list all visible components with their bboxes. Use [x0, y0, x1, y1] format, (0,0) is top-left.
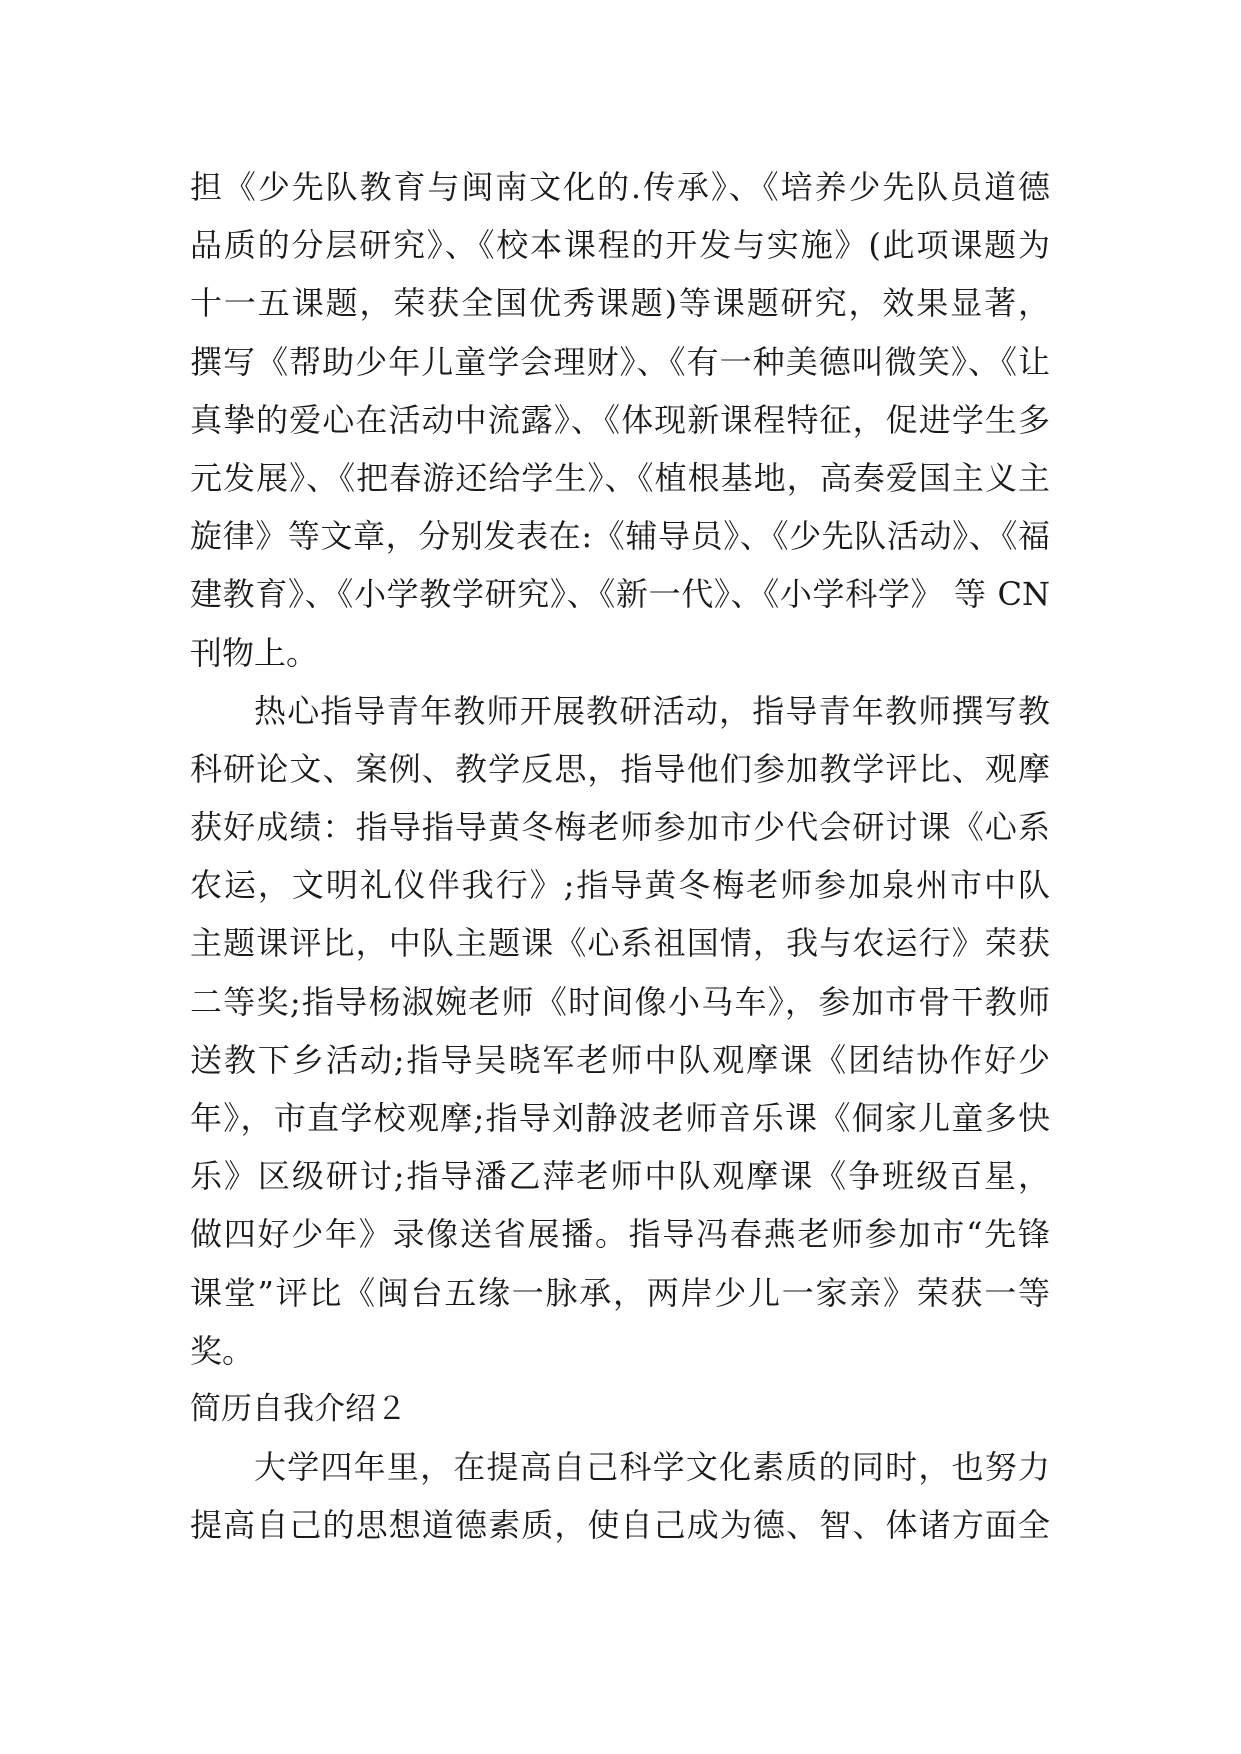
- text-line: 送教下乡活动;指导吴晓军老师中队观摩课《团结协作好少: [190, 1040, 1050, 1079]
- text-line: 年》，市直学校观摩;指导刘静波老师音乐课《侗家儿童多快: [190, 1099, 1050, 1137]
- paragraph-3: [190, 1438, 1050, 1554]
- section-heading: 简历自我介绍２: [190, 1390, 407, 1427]
- text-line: 真挚的爱心在活动中流露》、《体现新课程特征，促进学生多: [190, 400, 1050, 439]
- paragraph-1: [190, 158, 1050, 682]
- text-line: 刊物上。: [190, 633, 319, 672]
- text-line: 课堂”评比《闽台五缘一脉承，两岸少儿一家亲》荣获一等: [190, 1273, 1050, 1312]
- text-line: 做四好少年》录像送省展播。指导冯春燕老师参加市“先锋: [190, 1215, 1050, 1254]
- text-line: 建教育》、《小学教学研究》、《新一代》、《小学科学》 等 CN: [190, 575, 1050, 614]
- text-line: 大学四年里，在提高自己科学文化素质的同时，也努力: [254, 1448, 1050, 1487]
- text-line: 十一五课题，荣获全国优秀课题)等课题研究，效果显著，: [190, 284, 1050, 323]
- text-line: 提高自己的思想道德素质，使自己成为德、智、体诸方面全: [190, 1506, 1050, 1545]
- text-line: 担《少先队教育与闽南文化的.传承》、《培养少先队员道德: [190, 168, 1050, 206]
- text-line: 元发展》、《把春游还给学生》、《植根基地，高奏爱国主义主: [190, 458, 1050, 497]
- text-line: 农运，文明礼仪伴我行》;指导黄冬梅老师参加泉州市中队: [190, 866, 1050, 905]
- text-line: 主题课评比，中队主题课《心系祖国情，我与农运行》荣获: [190, 924, 1050, 963]
- text-line: 撰写《帮助少年儿童学会理财》、《有一种美德叫微笑》、《让: [190, 342, 1050, 381]
- text-line: 获好成绩：指导指导黄冬梅老师参加市少代会研讨课《心系: [190, 808, 1050, 847]
- text-line: 二等奖;指导杨淑婉老师《时间像小马车》，参加市骨干教师: [190, 982, 1050, 1021]
- document-page: [190, 158, 1050, 1555]
- text-line: 旋律》等文章，分别发表在:《辅导员》、《少先队活动》、《福: [190, 517, 1050, 556]
- text-line: 科研论文、案例、教学反思，指导他们参加教学评比、观摩: [190, 749, 1050, 788]
- paragraph-2: [190, 682, 1050, 1380]
- text-line: 品质的分层研究》、《校本课程的开发与实施》(此项课题为: [190, 226, 1050, 265]
- text-line: 热心指导青年教师开展教研活动，指导青年教师撰写教: [254, 691, 1050, 730]
- text-line: 乐》区级研讨;指导潘乙萍老师中队观摩课《争班级百星，: [190, 1157, 1050, 1196]
- text-line: 奖。: [190, 1331, 255, 1370]
